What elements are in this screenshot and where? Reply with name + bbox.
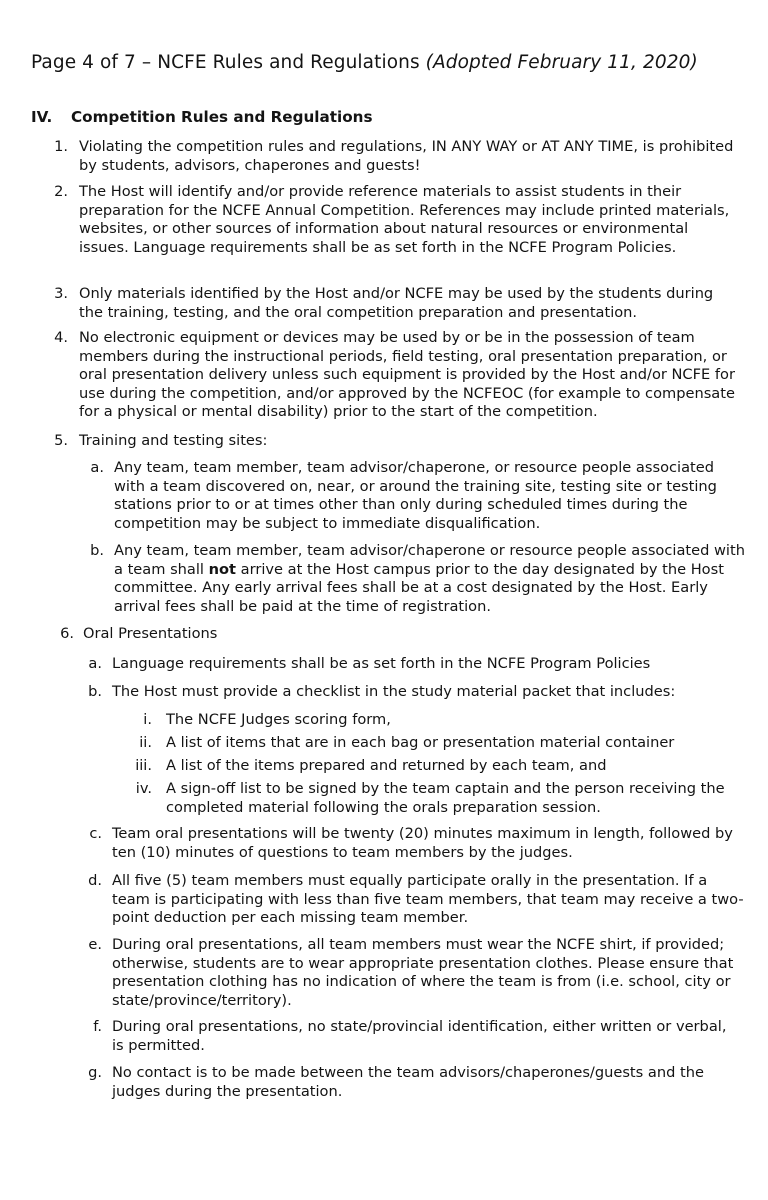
rule-marker: 4. xyxy=(54,329,68,346)
rule-item-6b-iv xyxy=(130,780,730,817)
rule-marker: 6. xyxy=(60,625,74,642)
rule-text: The NCFE Judges scoring form, xyxy=(166,711,391,728)
rule-item-5 xyxy=(40,432,740,451)
rule-text: Oral Presentations xyxy=(83,625,218,642)
rule-item-6b xyxy=(74,683,746,702)
rule-item-3 xyxy=(40,285,740,322)
rule-item-4 xyxy=(40,329,750,422)
rule-item-6b-ii xyxy=(130,734,740,753)
rule-text: Language requirements shall be as set forth in the NCFE Program Policies xyxy=(112,655,651,672)
rule-marker: e. xyxy=(88,936,102,953)
rule-item-6b-iii xyxy=(130,757,730,776)
rule-marker: i. xyxy=(143,711,152,728)
rule-marker: b. xyxy=(90,542,104,559)
rule-text: A list of the items prepared and returned by each team, and xyxy=(166,757,607,774)
rule-marker: ii. xyxy=(139,734,152,751)
rule-item-5b xyxy=(76,542,748,616)
rule-item-6f xyxy=(74,1018,734,1055)
section-number: IV. xyxy=(31,108,53,126)
rule-marker: 5. xyxy=(54,432,68,449)
rule-marker: iii. xyxy=(135,757,152,774)
section-heading xyxy=(31,108,373,126)
rule-text: During oral presentations, no state/provincial identification, either written or verbal, is permitted. xyxy=(112,1018,727,1054)
rule-marker: a. xyxy=(90,459,104,476)
rule-item-6a xyxy=(74,655,746,674)
page-header xyxy=(31,52,751,73)
rule-text: Violating the competition rules and regulations, IN ANY WAY or AT ANY TIME, is prohibited by students, advisors, chaperones and guests! xyxy=(79,138,734,174)
rule-item-1 xyxy=(40,138,740,175)
rule-item-6d xyxy=(74,872,746,928)
rule-item-2 xyxy=(40,183,740,257)
rule-item-6c xyxy=(74,825,734,862)
rule-text: Any team, team member, team advisor/chaperone, or resource people associated with a team discovered on, near, or around the training site, testing site or testing stations prior to or at times other than only during scheduled times during the competition may be subject to immediate disqualification. xyxy=(114,459,717,532)
rule-text: The Host must provide a checklist in the study material packet that includes: xyxy=(112,683,676,700)
rule-text: Only materials identified by the Host and/or NCFE may be used by the students during the training, testing, and the oral competition preparation and presentation. xyxy=(79,285,714,321)
rule-text: A list of items that are in each bag or presentation material container xyxy=(166,734,675,751)
rule-text-emphasis: not xyxy=(208,560,237,578)
rule-marker: 3. xyxy=(54,285,68,302)
rule-marker: d. xyxy=(88,872,102,889)
rule-marker: g. xyxy=(88,1064,102,1081)
rule-text: All five (5) team members must equally participate orally in the presentation. If a team is participating with less than five team members, that team may receive a two-point deduction per each missing team member. xyxy=(112,872,744,926)
rule-text: The Host will identify and/or provide reference materials to assist students in their preparation for the NCFE Annual Competition. References may include printed materials, websites, or other sources of information about natural resources or environmental issues. Language requirements shall be as set forth in the NCFE Program Policies. xyxy=(79,183,730,256)
rule-text: No contact is to be made between the team advisors/chaperones/guests and the judges during the presentation. xyxy=(112,1064,704,1100)
rule-text xyxy=(114,542,748,616)
rule-text: Training and testing sites: xyxy=(79,432,268,449)
rule-item-6e xyxy=(74,936,746,1010)
rule-item-6b-i xyxy=(130,711,730,730)
rule-marker: 2. xyxy=(54,183,68,200)
rule-text-part: arrive at the Host campus prior to the day designated by the Host committee. Any early arrival fees shall be at a cost designated by the Host. Early arrival fees shall be paid at the time of registration. xyxy=(114,560,724,615)
rule-text: A sign-off list to be signed by the team captain and the person receiving the completed material following the orals preparation session. xyxy=(166,780,725,816)
rule-marker: f. xyxy=(93,1018,102,1035)
rule-text-part: Any team, team member, team advisor/chaperone or resource people associated with a team shall xyxy=(114,542,745,578)
rule-marker: b. xyxy=(88,683,102,700)
rule-marker: 1. xyxy=(54,138,68,155)
rule-text: Team oral presentations will be twenty (20) minutes maximum in length, followed by ten (10) minutes of questions to team members by the judges. xyxy=(112,825,733,861)
page-header-title: Page 4 of 7 – NCFE Rules and Regulations xyxy=(31,52,426,73)
rule-item-6g xyxy=(74,1064,746,1101)
rule-marker: a. xyxy=(88,655,102,672)
rule-marker: c. xyxy=(89,825,102,842)
rule-item-6 xyxy=(46,625,746,644)
section-title: Competition Rules and Regulations xyxy=(71,108,373,126)
rule-item-5a xyxy=(76,459,748,533)
page-header-adopted-date: (Adopted February 11, 2020) xyxy=(425,52,698,73)
rule-text: No electronic equipment or devices may be used by or be in the possession of team members during the instructional periods, field testing, oral presentation preparation, or oral presentation delivery unless such equipment is provided by the Host and/or NCFE for use during the competition, and/or approved by the NCFEOC (for example to compensate for a physical or mental disability) prior to the start of the competition. xyxy=(79,329,735,420)
rule-text: During oral presentations, all team members must wear the NCFE shirt, if provided; otherwise, students are to wear appropriate presentation clothes. Please ensure that presentation clothing has no indication of where the team is from (i.e. school, city or state/province/territory). xyxy=(112,936,734,1009)
rule-marker: iv. xyxy=(135,780,152,797)
